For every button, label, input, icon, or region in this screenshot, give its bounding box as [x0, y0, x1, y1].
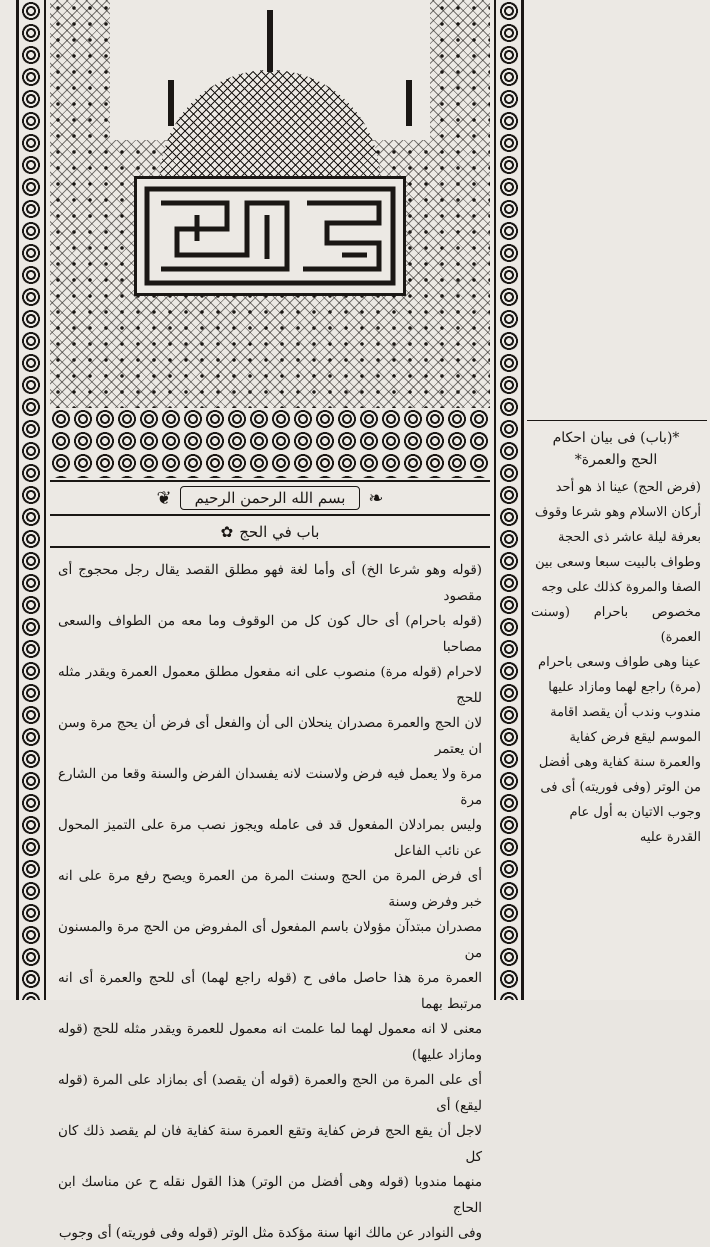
basmala-cartouche: بسم الله الرحمن الرحيم — [180, 486, 361, 510]
margin-line: بعرفة ليلة عاشر ذى الحجة — [557, 530, 701, 545]
floral-ornament-icon: ✿ — [220, 523, 234, 541]
kufic-maze-icon — [137, 179, 403, 293]
scroll-ornament-icon: ❧ — [368, 487, 384, 509]
left-rosette-border — [20, 0, 42, 1000]
text-line: أى على المرة من الحج والعمرة (قوله أن يقصد) أى بمازاد على المرة (قوله ليقع) أى — [58, 1073, 482, 1114]
margin-line: أركان الاسلام وهو شرعا وقوف — [534, 505, 701, 520]
ornamental-frame — [16, 0, 524, 1241]
margin-line: مخصوص باحرام (وسنت العمرة) — [531, 605, 701, 645]
text-line: منهما مندوبا (قوله وهى أفضل من الوتر) هذا القول نقله ح عن مناسك ابن الحاج — [58, 1175, 482, 1216]
margin-line: عينا وهى طواف وسعى باحرام — [538, 655, 701, 670]
text-line: مصدران مبتدآن مؤولان باسم المفعول أى المفروض من الحج مرة والمسنون من — [58, 920, 482, 961]
text-line: معنى لا انه معمول لهما لما علمت انه معمول للعمرة ويقدر مثله للحج (قوله ومازاد عليها) — [58, 1022, 482, 1063]
margin-line: وجوب الاتيان به أول عام — [569, 805, 701, 820]
margin-heading-line: الحج والعمرة* — [574, 452, 658, 468]
scroll-ornament-icon: ❦ — [156, 487, 172, 509]
margin-line: وطواف بالبيت سبعا وسعى بين — [535, 555, 701, 570]
text-line: وفى النوادر عن مالك انها سنة مؤكدة مثل الوتر (قوله وفى فوريته) أى وجوب — [58, 1226, 482, 1241]
margin-line: من الوتر (وفى فوريته) أى فى — [540, 780, 701, 795]
main-commentary-text — [50, 552, 490, 1241]
header-ornament — [50, 0, 490, 478]
margin-line: (مرة) راجع لهما ومازاد عليها — [548, 680, 701, 695]
text-line: (قوله وهو شرعا الخ) أى وأما لغة فهو مطلق القصد يقال رجل محجوج أى مقصود — [58, 563, 482, 604]
margin-line: القدرة عليه — [639, 830, 701, 845]
margin-heading-line: *(باب) فى بيان احكام — [552, 430, 680, 446]
margin-matn-text — [527, 420, 707, 940]
inner-rule-right — [494, 0, 496, 1000]
basmala-band — [50, 480, 490, 516]
text-line: (قوله باحرام) أى حال كون كل من الوقوف وما معه من الطواف والسعى مصاحبا — [58, 614, 482, 655]
text-line: لان الحج والعمرة مصدران ينحلان الى أن والفعل أى فرض أن يحج مرة وسن ان يعتمر — [58, 716, 482, 757]
header-rosette-band — [50, 408, 490, 478]
text-line: مرة ولا يعمل فيه فرض ولاسنت لانه يفسدان الفرض والسنة وقعا من الشارع مرة — [58, 767, 482, 808]
margin-heading — [531, 427, 701, 471]
margin-line: الموسم ليقع فرض كفاية — [569, 730, 701, 745]
text-line: وليس بمرادلان المفعول قد فى عامله ويجوز نصب مرة على التميز المحول عن نائب الفاعل — [58, 818, 482, 859]
minaret-center — [267, 10, 273, 72]
text-line: أى فرض المرة من الحج وسنت المرة من العمرة ويصح رفع مرة على انه خبر وفرض وسنة — [58, 869, 482, 910]
chapter-title-text: باب في الحج — [239, 523, 320, 541]
kufic-calligraphy-panel — [134, 176, 406, 296]
margin-line: (فرض الحج) عينا اذ هو أحد — [555, 480, 701, 495]
text-line: العمرة مرة هذا حاصل مافى ح (قوله راجع لهما) أى للحج والعمرة أى انه مرتبط بهما — [58, 971, 482, 1012]
text-line: لاجل أن يقع الحج فرض كفاية وتقع العمرة سنة كفاية فان لم يقصد ذلك كان كل — [58, 1124, 482, 1165]
chapter-title — [50, 518, 490, 548]
margin-line: مندوب وندب أن يقصد اقامة — [550, 705, 701, 720]
text-line: لاحرام (قوله مرة) منصوب على انه مفعول مطلق معمول العمرة ويقدر مثله للحج — [58, 665, 482, 706]
right-rosette-border — [498, 0, 520, 1000]
minaret-left — [168, 80, 174, 126]
margin-line: الصفا والمروة كذلك على وجه — [541, 580, 701, 595]
minaret-right — [406, 80, 412, 126]
inner-rule-left — [44, 0, 46, 1000]
margin-line: والعمرة سنة كفاية وهى أفضل — [538, 755, 701, 770]
